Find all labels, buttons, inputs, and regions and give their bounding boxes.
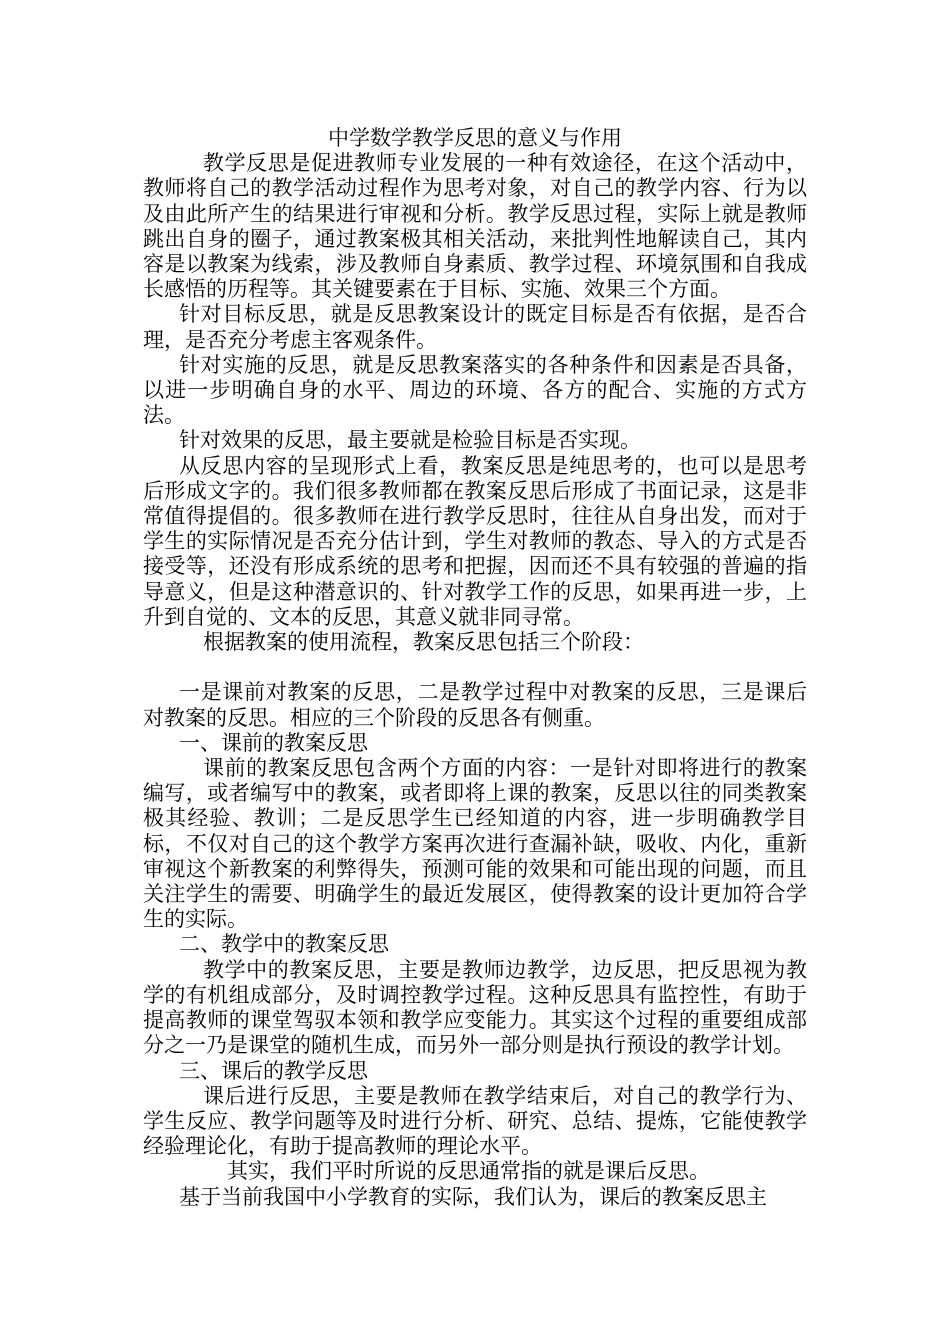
paragraph-goal-reflection: 针对目标反思，就是反思教案设计的既定目标是否有依据，是否合理，是否充分考虑主客观条件。 (143, 302, 807, 352)
blank-line (143, 655, 807, 680)
paragraph-conclusion: 基于当前我国中小学教育的实际，我们认为，课后的教案反思主 (179, 1184, 767, 1209)
section-heading-after-class: 三、课后的教学反思 (179, 1058, 368, 1083)
section-heading-before-class: 一、课前的教案反思 (179, 730, 368, 755)
paragraph-after-class-note: 其实，我们平时所说的反思通常指的就是课后反思。 (227, 1159, 710, 1184)
section-heading-during-class: 二、教学中的教案反思 (179, 932, 389, 957)
document-title: 中学数学教学反思的意义与作用 (328, 126, 622, 150)
paragraph-after-class: 课后进行反思，主要是教师在教学结束后，对自己的教学行为、学生反应、教学问题等及时进行分析、研究、总结、提炼，它能使教学经验理论化，有助于提高教师的理论水平。 (143, 1083, 807, 1159)
paragraph-implementation-reflection: 针对实施的反思，就是反思教案落实的各种条件和因素是否具备，以进一步明确自身的水平、周边的环境、各方的配合、实施的方式方法。 (143, 352, 807, 428)
paragraph-effect-reflection: 针对效果的反思，最主要就是检验目标是否实现。 (179, 428, 641, 453)
paragraph-before-class: 课前的教案反思包含两个方面的内容：一是针对即将进行的教案编写，或者编写中的教案，或者即将上课的教案，反思以往的同类教案极其经验、教训；二是反思学生已经知道的内容，进一步明确教学目标，不仅对自己的这个教学方案再次进行查漏补缺，吸收、内化，重新审视这个新教案的利弊得失，预测可能的效果和可能出现的问题，而且关注学生的需要、明确学生的最近发展区，使得教案的设计更加符合学生的实际。 (143, 756, 807, 932)
paragraph-three-stages: 一是课前对教案的反思，二是教学过程中对教案的反思，三是课后对教案的反思。相应的三个阶段的反思各有侧重。 (143, 680, 807, 730)
paragraph-during-class: 教学中的教案反思，主要是教师边教学，边反思，把反思视为教学的有机组成部分，及时调控教学过程。这种反思具有监控性，有助于提高教师的课堂驾驭本领和教学应变能力。其实这个过程的重要组成部分之一乃是课堂的随机生成，而另外一部分则是执行预设的教学计划。 (143, 957, 807, 1058)
paragraph-intro: 教学反思是促进教师专业发展的一种有效途径，在这个活动中，教师将自己的教学活动过程作为思考对象，对自己的教学内容、行为以及由此所产生的结果进行审视和分析。教学反思过程，实际上就是教师跳出自身的圈子，通过教案极其相关活动，来批判性地解读自己，其内容是以教案为线索，涉及教师自身素质、教学过程、环境氛围和自我成长感悟的历程等。其关键要素在于目标、实施、效果三个方面。 (143, 151, 807, 302)
document-body (143, 126, 807, 1210)
paragraph-presentation-form: 从反思内容的呈现形式上看，教案反思是纯思考的，也可以是思考后形成文字的。我们很多教师都在教案反思后形成了书面记录，这是非常值得提倡的。很多教师在进行教学反思时，往往从自身出发，而对于学生的实际情况是否充分估计到，学生对教师的教态、导入的方式是否接受等，还没有形成系统的思考和把握，因而还不具有较强的普遍的指导意义，但是这种潜意识的、针对教学工作的反思，如果再进一步，上升到自觉的、文本的反思，其意义就非同寻常。 (143, 453, 807, 629)
paragraph-three-stages-intro: 根据教案的使用流程，教案反思包括三个阶段： (203, 630, 644, 655)
